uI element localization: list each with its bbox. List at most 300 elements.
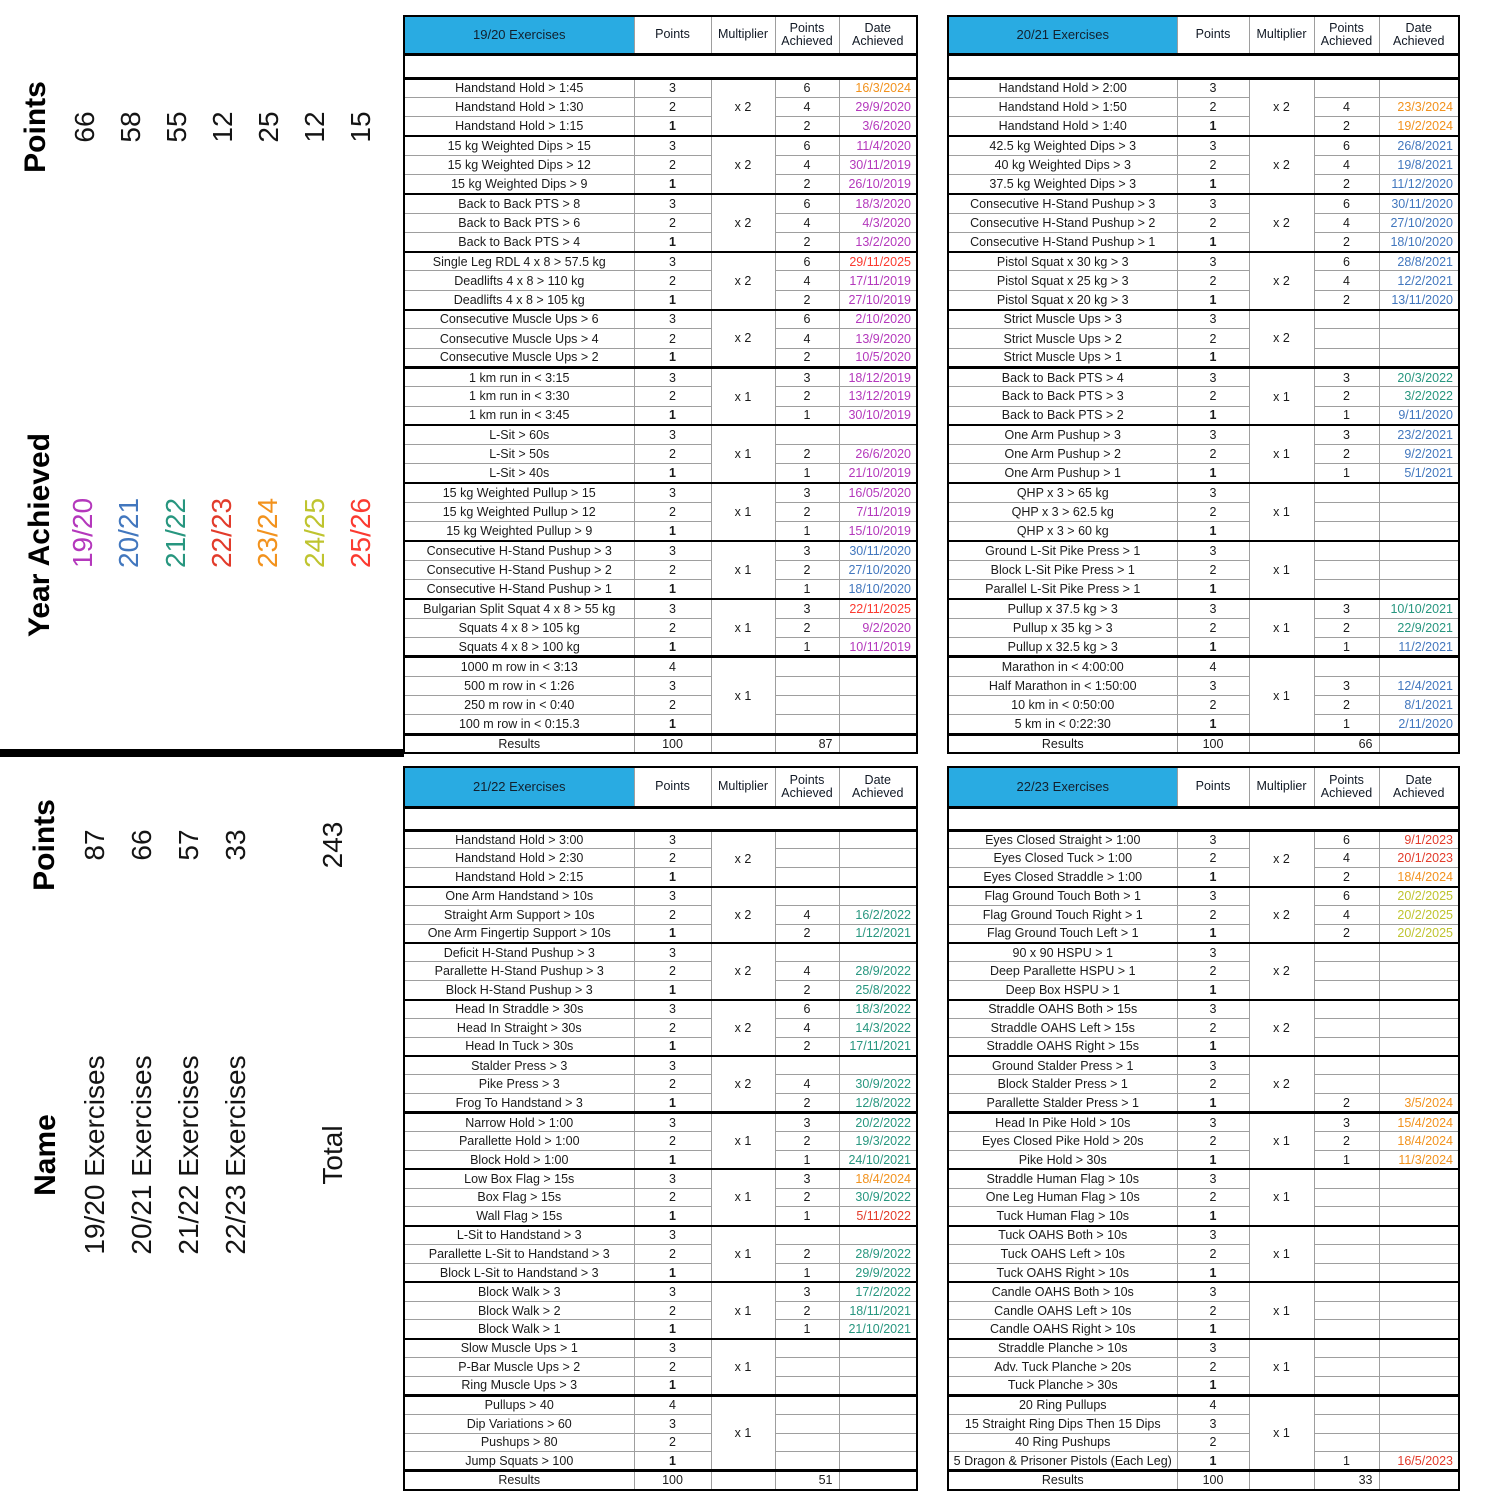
- date-achieved-cell: [1379, 943, 1459, 962]
- exercise-cell: One Arm Pushup > 1: [948, 464, 1177, 483]
- points-achieved-cell: [1314, 1414, 1379, 1433]
- points-achieved-cell: 2: [1314, 445, 1379, 464]
- results-points-achieved: 33: [1314, 1471, 1379, 1490]
- date-achieved-cell: 30/11/2020: [1379, 194, 1459, 213]
- col-header-multiplier: Multiplier: [711, 16, 775, 54]
- points-cell: 3: [1177, 1282, 1249, 1301]
- date-achieved-cell: [839, 1433, 917, 1452]
- multiplier-cell: x 2: [711, 887, 775, 944]
- points-cell: 2: [1177, 1132, 1249, 1151]
- date-achieved-cell: [839, 657, 917, 676]
- multiplier-cell: x 1: [711, 483, 775, 541]
- points-cell: 2: [634, 1075, 711, 1094]
- date-achieved-cell: [839, 849, 917, 868]
- date-achieved-cell: 23/2/2021: [1379, 425, 1459, 444]
- date-achieved-cell: 18/10/2020: [1379, 232, 1459, 251]
- table-title: 21/22 Exercises: [404, 767, 634, 807]
- date-achieved-cell: 5/11/2022: [839, 1207, 917, 1226]
- date-achieved-cell: 29/9/2022: [839, 1263, 917, 1282]
- points-cell: 1: [1177, 924, 1249, 943]
- points-achieved-cell: 2: [775, 981, 839, 1000]
- points-cell: 3: [634, 136, 711, 155]
- multiplier-cell: x 2: [1249, 1000, 1314, 1057]
- points-cell: 1: [1177, 522, 1249, 541]
- points-cell: 1: [1177, 868, 1249, 887]
- date-achieved-cell: 27/10/2020: [839, 560, 917, 579]
- date-achieved-cell: 1/12/2021: [839, 924, 917, 943]
- date-achieved-cell: [1379, 483, 1459, 502]
- points-cell: 3: [1177, 1000, 1249, 1019]
- points-achieved-cell: [775, 868, 839, 887]
- points-cell: 1: [1177, 464, 1249, 483]
- points-achieved-cell: 4: [1314, 213, 1379, 232]
- points-value-top: 25: [253, 111, 284, 143]
- date-achieved-cell: [1379, 981, 1459, 1000]
- exercise-cell: Candle OAHS Right > 10s: [948, 1320, 1177, 1339]
- date-achieved-cell: [1379, 78, 1459, 97]
- exercise-cell: 90 x 90 HSPU > 1: [948, 943, 1177, 962]
- date-achieved-cell: 3/6/2020: [839, 117, 917, 136]
- points-achieved-cell: 3: [1314, 676, 1379, 695]
- points-achieved-cell: 2: [775, 445, 839, 464]
- year-label: 21/22: [159, 497, 191, 569]
- points-achieved-cell: [775, 676, 839, 695]
- points-achieved-cell: [1314, 1339, 1379, 1358]
- points-value-top: 55: [161, 111, 192, 143]
- points-achieved-cell: [1314, 1018, 1379, 1037]
- exercise-cell: Parallel L-Sit Pike Press > 1: [948, 580, 1177, 599]
- points-achieved-cell: 4: [1314, 849, 1379, 868]
- points-achieved-cell: [775, 715, 839, 734]
- points-achieved-cell: [775, 849, 839, 868]
- exercise-cell: Consecutive H-Stand Pushup > 1: [948, 232, 1177, 251]
- exercise-table-22-23: [947, 766, 1460, 1491]
- date-achieved-cell: 18/10/2020: [839, 580, 917, 599]
- points-achieved-cell: 3: [775, 1169, 839, 1188]
- points-achieved-cell: 2: [1314, 868, 1379, 887]
- points-cell: 3: [1177, 310, 1249, 329]
- name-total-label: Total: [317, 1125, 348, 1185]
- points-achieved-cell: [1314, 962, 1379, 981]
- date-achieved-cell: [1379, 1339, 1459, 1358]
- date-achieved-cell: 16/5/2023: [1379, 1452, 1459, 1471]
- exercise-cell: Tuck Planche > 30s: [948, 1376, 1177, 1395]
- points-achieved-cell: 6: [1314, 252, 1379, 271]
- points-achieved-cell: 4: [775, 962, 839, 981]
- points-value-bottom: 66: [126, 829, 157, 861]
- date-achieved-cell: [839, 830, 917, 849]
- points-achieved-cell: [1314, 1207, 1379, 1226]
- points-achieved-cell: 4: [775, 1018, 839, 1037]
- points-cell: 1: [1177, 1037, 1249, 1056]
- points-cell: 2: [634, 905, 711, 924]
- points-achieved-cell: 3: [1314, 599, 1379, 618]
- date-achieved-cell: 18/3/2022: [839, 1000, 917, 1019]
- exercise-cell: Block Walk > 3: [404, 1282, 634, 1301]
- points-value-top: 58: [115, 111, 146, 143]
- points-cell: 2: [1177, 1433, 1249, 1452]
- exercise-table-21-22: [403, 766, 918, 1491]
- exercise-cell: Consecutive H-Stand Pushup > 2: [948, 213, 1177, 232]
- points-cell: 1: [1177, 1207, 1249, 1226]
- points-achieved-cell: [1314, 310, 1379, 329]
- exercise-cell: Bulgarian Split Squat 4 x 8 > 55 kg: [404, 599, 634, 618]
- points-cell: 2: [1177, 560, 1249, 579]
- points-achieved-cell: 2: [1314, 290, 1379, 309]
- points-achieved-cell: 2: [1314, 232, 1379, 251]
- exercise-cell: Ring Muscle Ups > 3: [404, 1376, 634, 1395]
- exercise-cell: Eyes Closed Pike Hold > 20s: [948, 1132, 1177, 1151]
- exercise-cell: Block L-Sit Pike Press > 1: [948, 560, 1177, 579]
- date-achieved-cell: 28/9/2022: [839, 1245, 917, 1264]
- exercise-cell: Tuck OAHS Right > 10s: [948, 1263, 1177, 1282]
- multiplier-cell: x 2: [1249, 194, 1314, 252]
- points-achieved-cell: [775, 1358, 839, 1377]
- exercise-cell: Deep Box HSPU > 1: [948, 981, 1177, 1000]
- points-cell: 1: [634, 1263, 711, 1282]
- points-cell: 4: [1177, 1395, 1249, 1414]
- multiplier-cell: x 1: [711, 1113, 775, 1170]
- points-cell: 4: [634, 1395, 711, 1414]
- date-achieved-cell: [1379, 1245, 1459, 1264]
- multiplier-cell: x 1: [711, 1282, 775, 1339]
- year-label: 24/25: [298, 497, 330, 569]
- points-cell: 2: [634, 445, 711, 464]
- date-achieved-cell: [1379, 1414, 1459, 1433]
- multiplier-cell: x 2: [1249, 136, 1314, 194]
- points-cell: 3: [634, 943, 711, 962]
- name-value: 21/22 Exercises: [173, 1055, 204, 1255]
- exercise-cell: Handstand Hold > 2:30: [404, 849, 634, 868]
- multiplier-cell: x 1: [711, 425, 775, 483]
- date-achieved-cell: [1379, 1358, 1459, 1377]
- col-header-date-achieved: Date Achieved: [1379, 767, 1459, 807]
- points-achieved-cell: 2: [775, 618, 839, 637]
- points-achieved-cell: 1: [775, 1207, 839, 1226]
- date-achieved-cell: 18/4/2024: [839, 1169, 917, 1188]
- points-cell: 1: [1177, 117, 1249, 136]
- section-divider: [0, 749, 404, 757]
- multiplier-cell: x 2: [1249, 252, 1314, 310]
- date-achieved-cell: 24/10/2021: [839, 1150, 917, 1169]
- exercise-cell: L-Sit > 40s: [404, 464, 634, 483]
- results-multiplier-blank: [711, 1471, 775, 1490]
- date-achieved-cell: 15/4/2024: [1379, 1113, 1459, 1132]
- exercise-cell: 20 Ring Pullups: [948, 1395, 1177, 1414]
- date-achieved-cell: 18/4/2024: [1379, 868, 1459, 887]
- exercise-cell: Straddle Planche > 10s: [948, 1339, 1177, 1358]
- points-cell: 3: [1177, 425, 1249, 444]
- points-header-bottom: Points: [28, 799, 61, 891]
- points-cell: 2: [1177, 1018, 1249, 1037]
- date-achieved-cell: 17/11/2021: [839, 1037, 917, 1056]
- points-value-top: 66: [69, 111, 100, 143]
- multiplier-cell: x 2: [1249, 887, 1314, 944]
- points-achieved-cell: [1314, 483, 1379, 502]
- date-achieved-cell: 27/10/2019: [839, 290, 917, 309]
- date-achieved-cell: 26/10/2019: [839, 174, 917, 193]
- points-achieved-cell: 4: [775, 155, 839, 174]
- points-achieved-cell: 1: [775, 580, 839, 599]
- date-achieved-cell: 30/11/2019: [839, 155, 917, 174]
- points-achieved-cell: 4: [775, 1075, 839, 1094]
- multiplier-cell: x 2: [711, 1056, 775, 1113]
- multiplier-cell: x 1: [1249, 541, 1314, 599]
- exercise-cell: 100 m row in < 0:15.3: [404, 715, 634, 734]
- exercise-cell: Handstand Hold > 1:30: [404, 97, 634, 116]
- exercise-cell: Back to Back PTS > 4: [404, 232, 634, 251]
- exercise-cell: Consecutive H-Stand Pushup > 3: [948, 194, 1177, 213]
- points-cell: 2: [634, 696, 711, 715]
- exercise-cell: Strict Muscle Ups > 2: [948, 329, 1177, 348]
- points-value-top: 15: [345, 111, 376, 143]
- exercise-cell: 15 kg Weighted Dips > 12: [404, 155, 634, 174]
- exercise-table-19-20: [403, 15, 918, 754]
- exercise-cell: Consecutive H-Stand Pushup > 1: [404, 580, 634, 599]
- date-achieved-cell: 26/6/2020: [839, 445, 917, 464]
- date-achieved-cell: [1379, 1075, 1459, 1094]
- points-cell: 1: [634, 174, 711, 193]
- points-cell: 3: [634, 830, 711, 849]
- date-achieved-cell: 10/10/2021: [1379, 599, 1459, 618]
- exercise-cell: QHP x 3 > 60 kg: [948, 522, 1177, 541]
- date-achieved-cell: [1379, 1188, 1459, 1207]
- exercise-cell: Parallette Stalder Press > 1: [948, 1094, 1177, 1113]
- exercise-cell: 15 Straight Ring Dips Then 15 Dips: [948, 1414, 1177, 1433]
- points-header-top: Points: [19, 81, 52, 173]
- exercise-cell: 5 Dragon & Prisoner Pistols (Each Leg): [948, 1452, 1177, 1471]
- points-cell: 1: [634, 117, 711, 136]
- points-achieved-cell: 6: [1314, 194, 1379, 213]
- year-label: 19/20: [67, 497, 98, 569]
- exercise-cell: Wall Flag > 15s: [404, 1207, 634, 1226]
- results-label: Results: [948, 1471, 1177, 1490]
- date-achieved-cell: 20/2/2025: [1379, 905, 1459, 924]
- exercise-cell: Straddle OAHS Left > 15s: [948, 1018, 1177, 1037]
- exercise-cell: 1000 m row in < 3:13: [404, 657, 634, 676]
- date-achieved-cell: [1379, 1018, 1459, 1037]
- points-cell: 1: [634, 1037, 711, 1056]
- exercise-cell: Block Stalder Press > 1: [948, 1075, 1177, 1094]
- points-cell: 2: [634, 1301, 711, 1320]
- points-cell: 3: [634, 367, 711, 386]
- points-achieved-cell: 2: [775, 1037, 839, 1056]
- points-cell: 3: [1177, 252, 1249, 271]
- date-achieved-cell: 29/9/2020: [839, 97, 917, 116]
- date-achieved-cell: [839, 868, 917, 887]
- points-cell: 2: [634, 1358, 711, 1377]
- multiplier-cell: x 2: [711, 194, 775, 252]
- points-achieved-cell: [1314, 1320, 1379, 1339]
- exercise-cell: Block H-Stand Pushup > 3: [404, 981, 634, 1000]
- points-achieved-cell: 4: [1314, 155, 1379, 174]
- exercise-cell: Consecutive H-Stand Pushup > 3: [404, 541, 634, 560]
- points-achieved-cell: 3: [1314, 425, 1379, 444]
- multiplier-cell: x 1: [711, 1226, 775, 1283]
- points-achieved-cell: 2: [1314, 1132, 1379, 1151]
- date-achieved-cell: 20/3/2022: [1379, 367, 1459, 386]
- points-achieved-cell: 4: [775, 905, 839, 924]
- points-achieved-cell: 2: [775, 1245, 839, 1264]
- exercise-cell: Back to Back PTS > 4: [948, 367, 1177, 386]
- exercise-cell: Strict Muscle Ups > 3: [948, 310, 1177, 329]
- points-achieved-cell: 2: [775, 348, 839, 367]
- date-achieved-cell: 19/8/2021: [1379, 155, 1459, 174]
- date-achieved-cell: 12/4/2021: [1379, 676, 1459, 695]
- points-achieved-cell: [1314, 657, 1379, 676]
- multiplier-cell: x 2: [711, 943, 775, 1000]
- results-date-blank: [839, 734, 917, 753]
- exercise-cell: Marathon in < 4:00:00: [948, 657, 1177, 676]
- points-achieved-cell: [1314, 1188, 1379, 1207]
- exercise-cell: L-Sit > 50s: [404, 445, 634, 464]
- date-achieved-cell: [1379, 1056, 1459, 1075]
- date-achieved-cell: [1379, 1376, 1459, 1395]
- points-achieved-cell: 4: [775, 271, 839, 290]
- exercise-cell: Handstand Hold > 1:45: [404, 78, 634, 97]
- points-cell: 3: [634, 1339, 711, 1358]
- points-cell: 3: [1177, 136, 1249, 155]
- date-achieved-cell: 3/5/2024: [1379, 1094, 1459, 1113]
- date-achieved-cell: 4/3/2020: [839, 213, 917, 232]
- exercise-table-20-21: [947, 15, 1460, 754]
- points-achieved-cell: 3: [775, 541, 839, 560]
- spacer-row: [948, 54, 1459, 78]
- exercise-cell: Half Marathon in < 1:50:00: [948, 676, 1177, 695]
- points-achieved-cell: [1314, 1433, 1379, 1452]
- points-achieved-cell: [1314, 981, 1379, 1000]
- exercise-cell: Pistol Squat x 20 kg > 3: [948, 290, 1177, 309]
- date-achieved-cell: 28/8/2021: [1379, 252, 1459, 271]
- points-achieved-cell: 2: [775, 1132, 839, 1151]
- points-value-top: 12: [207, 111, 238, 143]
- points-cell: 1: [634, 522, 711, 541]
- points-cell: 2: [634, 1018, 711, 1037]
- points-cell: 1: [1177, 715, 1249, 734]
- points-achieved-cell: 6: [1314, 830, 1379, 849]
- exercise-cell: 15 kg Weighted Dips > 9: [404, 174, 634, 193]
- points-value-top: 12: [299, 111, 330, 143]
- points-cell: 3: [1177, 887, 1249, 906]
- exercise-cell: Handstand Hold > 3:00: [404, 830, 634, 849]
- points-achieved-cell: 3: [775, 483, 839, 502]
- points-value-bottom: 87: [79, 829, 110, 861]
- exercise-cell: Tuck Human Flag > 10s: [948, 1207, 1177, 1226]
- date-achieved-cell: 22/9/2021: [1379, 618, 1459, 637]
- date-achieved-cell: 11/3/2024: [1379, 1150, 1459, 1169]
- col-header-date-achieved: Date Achieved: [1379, 16, 1459, 54]
- date-achieved-cell: 23/3/2024: [1379, 97, 1459, 116]
- points-cell: 3: [634, 483, 711, 502]
- date-achieved-cell: 15/10/2019: [839, 522, 917, 541]
- points-achieved-cell: 4: [1314, 271, 1379, 290]
- exercise-cell: Back to Back PTS > 6: [404, 213, 634, 232]
- date-achieved-cell: [839, 887, 917, 906]
- points-achieved-cell: [775, 1339, 839, 1358]
- results-points: 100: [634, 734, 711, 753]
- date-achieved-cell: [1379, 962, 1459, 981]
- points-achieved-cell: 2: [775, 503, 839, 522]
- points-achieved-cell: 1: [1314, 464, 1379, 483]
- date-achieved-cell: [1379, 580, 1459, 599]
- multiplier-cell: x 1: [1249, 657, 1314, 734]
- points-achieved-cell: [775, 696, 839, 715]
- date-achieved-cell: 10/11/2019: [839, 638, 917, 657]
- points-cell: 1: [634, 464, 711, 483]
- points-achieved-cell: 2: [1314, 387, 1379, 406]
- exercise-cell: Pistol Squat x 25 kg > 3: [948, 271, 1177, 290]
- points-cell: 3: [1177, 1169, 1249, 1188]
- points-cell: 1: [1177, 1094, 1249, 1113]
- exercise-cell: Pullup x 35 kg > 3: [948, 618, 1177, 637]
- points-achieved-cell: [1314, 1263, 1379, 1282]
- points-achieved-cell: [1314, 1301, 1379, 1320]
- points-cell: 1: [634, 1320, 711, 1339]
- exercise-cell: P-Bar Muscle Ups > 2: [404, 1358, 634, 1377]
- exercise-cell: Flag Ground Touch Left > 1: [948, 924, 1177, 943]
- exercise-cell: Straight Arm Support > 10s: [404, 905, 634, 924]
- points-achieved-cell: 4: [775, 213, 839, 232]
- exercise-cell: Candle OAHS Both > 10s: [948, 1282, 1177, 1301]
- date-achieved-cell: [1379, 1000, 1459, 1019]
- points-cell: 2: [1177, 387, 1249, 406]
- multiplier-cell: x 1: [711, 1339, 775, 1396]
- points-cell: 2: [1177, 271, 1249, 290]
- date-achieved-cell: 16/3/2024: [839, 78, 917, 97]
- points-cell: 3: [634, 425, 711, 444]
- points-cell: 3: [1177, 1339, 1249, 1358]
- points-achieved-cell: [775, 425, 839, 444]
- date-achieved-cell: [1379, 1037, 1459, 1056]
- points-achieved-cell: 6: [775, 252, 839, 271]
- multiplier-cell: x 1: [1249, 599, 1314, 657]
- points-cell: 3: [1177, 78, 1249, 97]
- points-achieved-cell: 2: [775, 1301, 839, 1320]
- points-cell: 2: [634, 387, 711, 406]
- date-achieved-cell: 16/05/2020: [839, 483, 917, 502]
- multiplier-cell: x 1: [711, 1395, 775, 1470]
- exercise-cell: Straddle OAHS Right > 15s: [948, 1037, 1177, 1056]
- year-achieved-header: Year Achieved: [23, 432, 56, 638]
- results-multiplier-blank: [711, 734, 775, 753]
- points-cell: 1: [1177, 1320, 1249, 1339]
- date-achieved-cell: [1379, 503, 1459, 522]
- points-cell: 3: [634, 310, 711, 329]
- results-date-blank: [1379, 1471, 1459, 1490]
- points-cell: 3: [634, 78, 711, 97]
- exercise-cell: Parallette Hold > 1:00: [404, 1132, 634, 1151]
- multiplier-cell: x 1: [1249, 1113, 1314, 1170]
- points-achieved-cell: 2: [1314, 696, 1379, 715]
- date-achieved-cell: 18/3/2020: [839, 194, 917, 213]
- exercise-cell: Ground Stalder Press > 1: [948, 1056, 1177, 1075]
- exercise-cell: Parallette H-Stand Pushup > 3: [404, 962, 634, 981]
- date-achieved-cell: 30/9/2022: [839, 1188, 917, 1207]
- table-title: 20/21 Exercises: [948, 16, 1177, 54]
- points-cell: 1: [634, 580, 711, 599]
- points-cell: 2: [1177, 1245, 1249, 1264]
- points-cell: 3: [1177, 1056, 1249, 1075]
- exercise-cell: Straddle Human Flag > 10s: [948, 1169, 1177, 1188]
- date-achieved-cell: 13/11/2020: [1379, 290, 1459, 309]
- points-cell: 1: [1177, 348, 1249, 367]
- name-value: 19/20 Exercises: [79, 1055, 110, 1255]
- points-cell: 3: [634, 1282, 711, 1301]
- date-achieved-cell: [1379, 541, 1459, 560]
- points-cell: 1: [1177, 406, 1249, 425]
- exercise-cell: 15 kg Weighted Pullup > 12: [404, 503, 634, 522]
- exercise-cell: 15 kg Weighted Dips > 15: [404, 136, 634, 155]
